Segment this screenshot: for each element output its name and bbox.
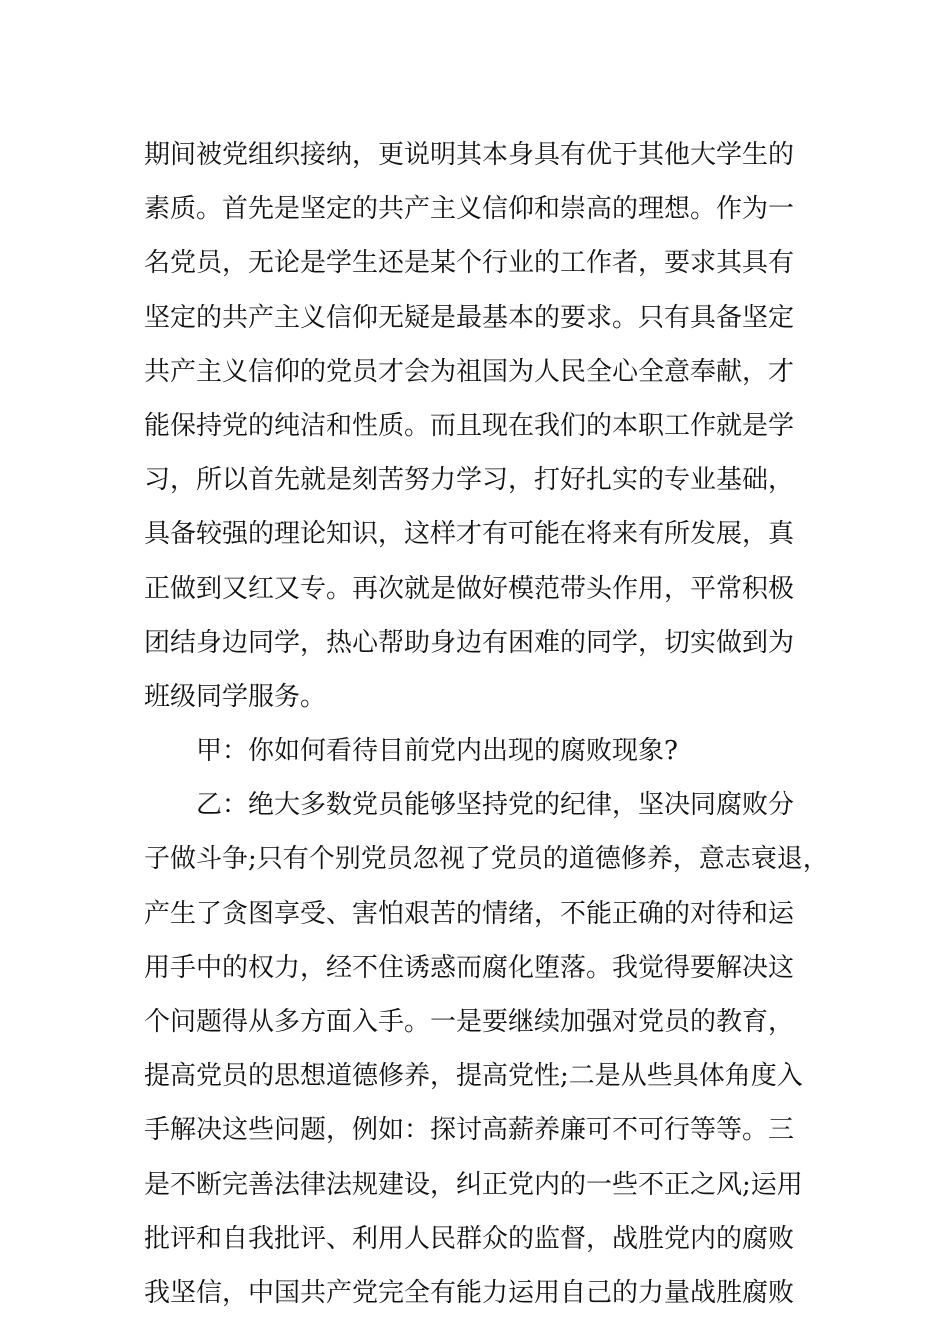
text-line: 产生了贪图享受、害怕艰苦的情绪，不能正确的对待和运: [144, 898, 795, 929]
text-line: 班级同学服务。: [144, 681, 327, 712]
text-line: 坚定的共产主义信仰无疑是最基本的要求。只有具备坚定: [144, 302, 795, 333]
text-line: 提高党员的思想道德修养，提高党性;二是从些具体角度入: [144, 1061, 803, 1092]
text-line: 能保持党的纯洁和性质。而且现在我们的本职工作就是学: [144, 410, 795, 441]
text-line: 我坚信，中国共产党完全有能力运用自己的力量战胜腐败: [144, 1277, 795, 1308]
text-line: 团结身边同学，热心帮助身边有困难的同学，切实做到为: [144, 627, 795, 658]
text-line: 期间被党组织接纳，更说明其本身具有优于其他大学生的: [144, 140, 795, 170]
text-line: 习，所以首先就是刻苦努力学习，打好扎实的专业基础，: [144, 465, 795, 496]
text-line: 具备较强的理论知识，这样才有可能在将来有所发展，真: [144, 519, 795, 550]
question-line: 甲：你如何看待目前党内出现的腐败现象?: [196, 736, 678, 767]
text-line: 手解决这些问题，例如：探讨高薪养廉可不可行等等。三: [144, 1115, 795, 1146]
text-line: 素质。首先是坚定的共产主义信仰和崇高的理想。作为一: [144, 194, 795, 225]
text-line: 子做斗争;只有个别党员忽视了党员的道德修养，意志衰退，: [144, 844, 829, 875]
text-line: 个问题得从多方面入手。一是要继续加强对党员的教育，: [144, 1007, 795, 1037]
text-line: 是不断完善法律法规建设，纠正党内的一些不正之风;运用: [144, 1169, 803, 1200]
text-line: 批评和自我批评、利用人民群众的监督，战胜党内的腐败: [144, 1223, 795, 1254]
text-line: 正做到又红又专。再次就是做好模范带头作用，平常积极: [144, 573, 795, 604]
body-text: [144, 128, 829, 1320]
text-line: 共产主义信仰的党员才会为祖国为人民全心全意奉献，才: [144, 356, 795, 387]
answer-first-line: 乙：绝大多数党员能够坚持党的纪律，坚决同腐败分: [196, 790, 795, 821]
text-line: 用手中的权力，经不住诱惑而腐化堕落。我觉得要解决这: [144, 952, 795, 983]
text-line: 名党员，无论是学生还是某个行业的工作者，要求其具有: [144, 248, 795, 279]
